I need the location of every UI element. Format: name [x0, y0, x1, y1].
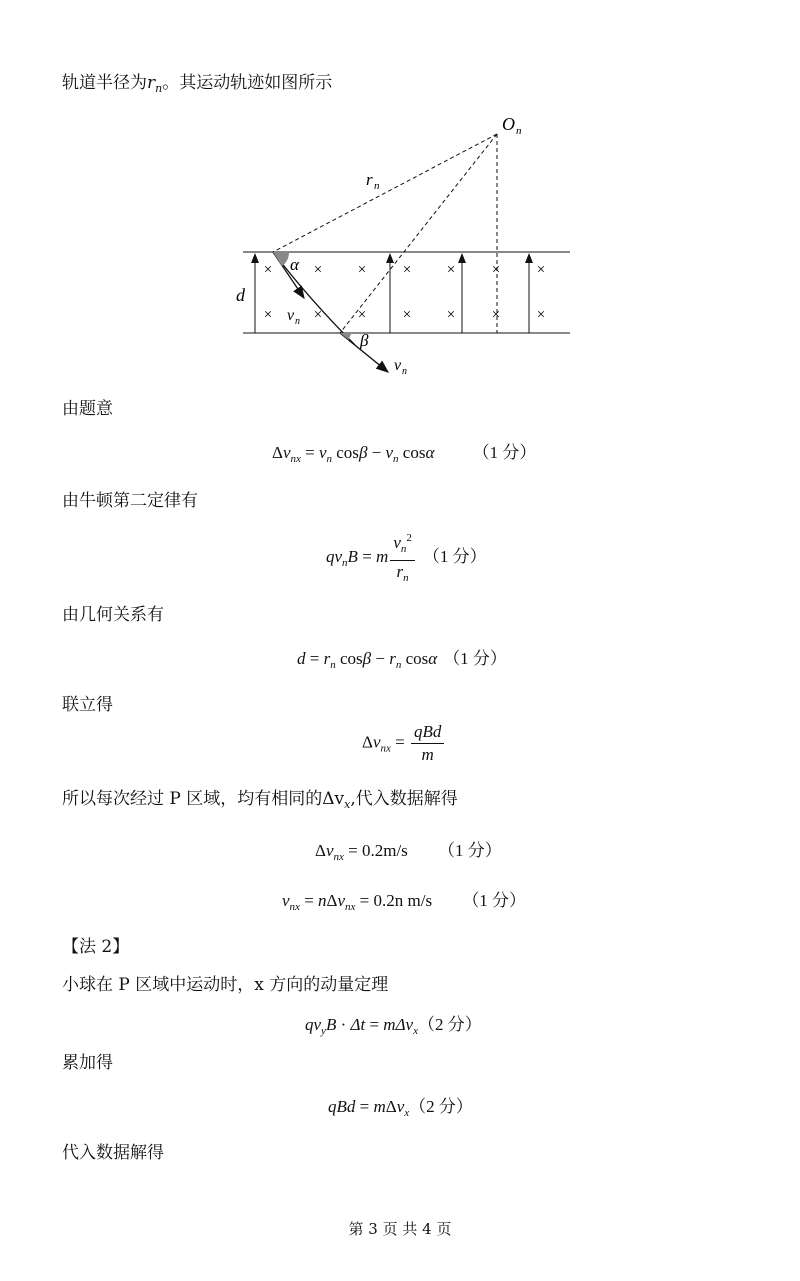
equation-geometry: $d = r_n$ $\cos\beta - r_n$ cosα （1 分） [297, 649, 507, 671]
equation-accumulated: qBd = mΔv$_x$（2 分） [328, 1097, 473, 1119]
svg-text:n: n [516, 125, 522, 137]
label-vn-1: v [287, 307, 295, 324]
intro-var: r [147, 73, 156, 93]
section-geometry: 由几何关系有 [62, 605, 164, 625]
label-d: d [236, 285, 245, 305]
equation-combined: $\Delta v_{nx}$ = $\frac{\text{qBd}}{m}$ [362, 722, 446, 765]
section-momentum: 小球在 P 区域中运动时，x 方向的动量定理 [62, 975, 389, 995]
field-x: × [402, 262, 412, 278]
svg-text:n: n [374, 180, 380, 192]
field-x: × [357, 307, 367, 323]
intro-text: 轨道半径为 [62, 73, 147, 93]
section-method2: 【法 2】 [62, 937, 130, 957]
section-substitute: 代入数据解得 [62, 1143, 164, 1163]
field-x: × [313, 307, 323, 323]
label-vn-2: v [394, 357, 402, 374]
field-x: × [491, 307, 501, 323]
field-x: × [491, 262, 501, 278]
field-x: × [446, 307, 456, 323]
page-footer: 第 3 页 共 4 页 [348, 1220, 452, 1238]
field-x: × [446, 262, 456, 278]
score-label: （1 分） [443, 649, 507, 668]
section-each-pass: 所以每次经过 P 区域，均有相同的$\Delta v_x$,代入数据解得 [62, 789, 458, 811]
score-label: （2 分） [418, 1015, 482, 1034]
equation-delta-v: $\Delta v_{nx} = v_n$ $\cos\beta - v_n$ cosα （1 分） [272, 443, 537, 465]
angle-alpha-wedge [273, 252, 289, 266]
equation-value-delta: $\Delta v_{nx} = 0.2m/s$ （1 分） [315, 841, 502, 863]
field-x: × [536, 262, 546, 278]
svg-text:n: n [402, 366, 407, 377]
label-alpha: α [290, 255, 299, 274]
equation-value-vnx: $v_{nx} = n\Delta v_{nx} = 0.2n$ m/s （1 分） [282, 891, 527, 913]
trajectory-diagram [0, 100, 800, 390]
equation-newton: $qv_nB = m$ $\frac{v_n^2}{r_n}$ （1 分） [326, 528, 487, 588]
radius-dashed [273, 134, 497, 252]
section-by-meaning: 由题意 [62, 399, 113, 419]
equation-momentum: $qv_yB \cdot \Delta t = m\Delta v_x(2$ 分） [305, 1015, 482, 1037]
field-x: × [536, 307, 546, 323]
field-x: × [357, 262, 367, 278]
field-x: × [263, 262, 273, 278]
score-label: （1 分） [462, 891, 527, 910]
angle-beta-wedge [340, 333, 352, 340]
radius-dashed-2 [340, 134, 497, 333]
svg-text:n: n [295, 316, 300, 327]
section-accumulate: 累加得 [62, 1053, 113, 1073]
field-x: × [313, 262, 323, 278]
score-label: （1 分） [438, 841, 502, 860]
score-label: （1 分） [472, 443, 537, 462]
section-combine: 联立得 [62, 695, 113, 715]
score-label: （1 分） [422, 546, 487, 566]
label-rn: r [366, 170, 373, 189]
intro-line: 轨道半径为$r_n$。其运动轨迹如图所示 [62, 73, 333, 95]
field-x: × [402, 307, 412, 323]
section-newton: 由牛顿第二定律有 [62, 491, 198, 511]
label-beta: β [360, 331, 369, 350]
field-x: × [263, 307, 273, 323]
score-label: （2 分） [409, 1097, 473, 1116]
label-On: O [502, 114, 515, 134]
